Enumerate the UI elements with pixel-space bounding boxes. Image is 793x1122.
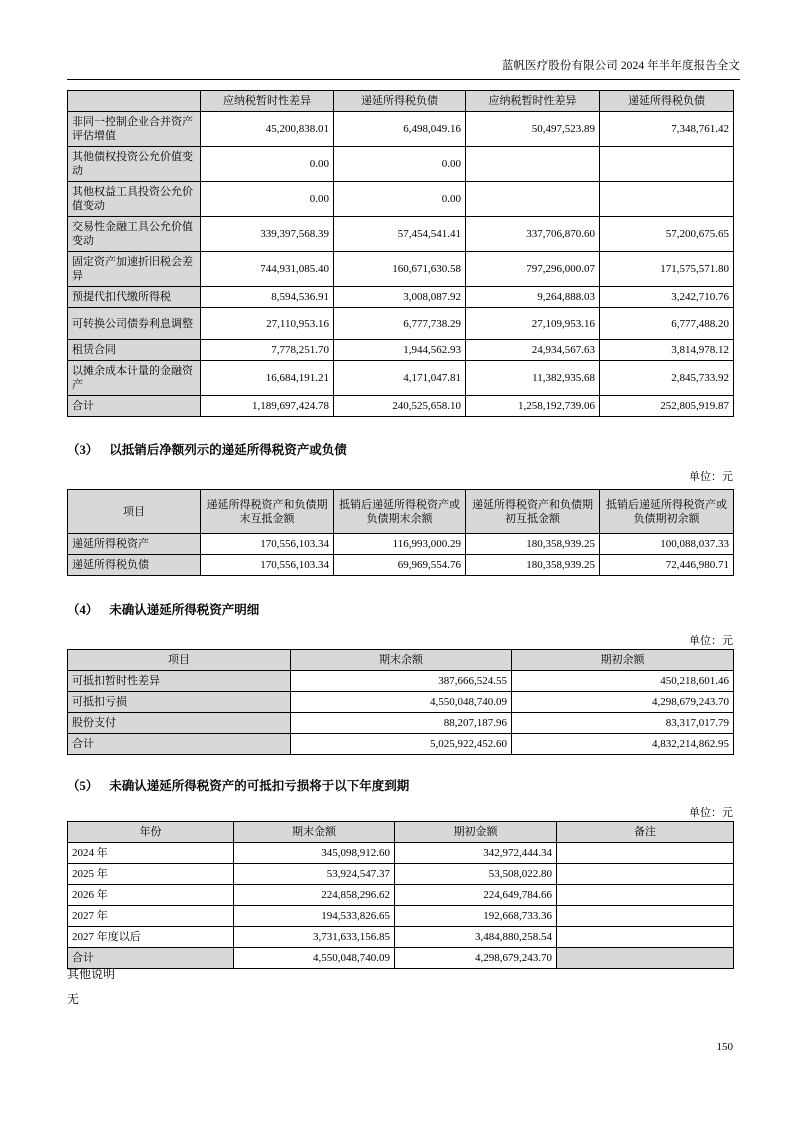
cell-value: 252,805,919.87 [600,396,734,417]
section-title: 未确认递延所得税资产的可抵扣亏损将于以下年度到期 [109,779,410,793]
cell-value: 345,098,912.60 [234,843,395,864]
column-header: 应纳税暂时性差异 [201,91,334,112]
cell-value: 27,109,953.16 [466,308,600,340]
cell-value: 5,025,922,452.60 [291,734,512,755]
table-row [68,308,734,340]
cell-value: 450,218,601.46 [512,671,734,692]
cell-value: 100,088,037.33 [600,534,734,555]
cell-value: 4,550,048,740.09 [234,948,395,969]
row-label: 其他债权投资公允价值变动 [68,147,201,182]
cell-value [557,948,734,969]
cell-value: 194,533,826.65 [234,906,395,927]
cell-value: 744,931,085.40 [201,252,334,287]
running-header: 蓝帆医疗股份有限公司 2024 年半年度报告全文 [501,60,740,72]
cell-value: 342,972,444.34 [395,843,557,864]
cell-value: 4,550,048,740.09 [291,692,512,713]
cell-value: 4,298,679,243.70 [395,948,557,969]
column-header: 年份 [68,822,234,843]
section-heading-5 [67,777,409,795]
cell-value: 0.00 [201,182,334,217]
cell-value: 45,200,838.01 [201,112,334,147]
row-label: 可转换公司债券利息调整 [68,308,201,340]
row-label: 2025 年 [68,864,234,885]
section-heading-4 [67,601,259,619]
unrecognized-deferred-tax-asset-table [67,649,734,755]
cell-value: 57,454,541.41 [334,217,466,252]
cell-value: 6,498,049.16 [334,112,466,147]
table-row [68,112,734,147]
cell-value [600,147,734,182]
column-header: 项目 [68,650,291,671]
cell-value: 3,814,978.12 [600,340,734,361]
unit-caption: 单位：元 [689,807,733,819]
table-row [68,713,734,734]
unit-caption: 单位：元 [689,471,733,483]
cell-value: 1,189,697,424.78 [201,396,334,417]
cell-value: 171,575,571.80 [600,252,734,287]
cell-value: 0.00 [201,147,334,182]
cell-value: 337,706,870.60 [466,217,600,252]
table-row [68,182,734,217]
table-row [68,340,734,361]
cell-value: 4,832,214,862.95 [512,734,734,755]
row-label: 以摊余成本计量的金融资产 [68,361,201,396]
table-row [68,534,734,555]
cell-value: 180,358,939.25 [466,555,600,576]
row-label: 其他权益工具投资公允价值变动 [68,182,201,217]
cell-value: 6,777,738.29 [334,308,466,340]
cell-value: 1,258,192,739.06 [466,396,600,417]
section-title: 以抵销后净额列示的递延所得税资产或负债 [109,443,347,457]
cell-value: 160,671,630.58 [334,252,466,287]
cell-value: 3,484,880,258.54 [395,927,557,948]
cell-value: 339,397,568.39 [201,217,334,252]
cell-value [557,906,734,927]
column-header: 递延所得税负债 [600,91,734,112]
cell-value: 224,649,784.66 [395,885,557,906]
cell-value: 57,200,675.65 [600,217,734,252]
table-row [68,885,734,906]
cell-value: 16,684,191.21 [201,361,334,396]
column-header: 期初金额 [395,822,557,843]
section-number: （5） [67,779,99,793]
cell-value: 24,934,567.63 [466,340,600,361]
table-row [68,927,734,948]
column-header: 期末余额 [291,650,512,671]
deferred-tax-liability-table [67,90,734,417]
cell-value: 797,296,000.07 [466,252,600,287]
row-label: 2026 年 [68,885,234,906]
loss-expiry-schedule-table [67,821,734,969]
column-header [68,91,201,112]
table-row [68,864,734,885]
cell-value: 4,298,679,243.70 [512,692,734,713]
cell-value: 69,969,554.76 [334,555,466,576]
row-label: 合计 [68,948,234,969]
cell-value: 387,666,524.55 [291,671,512,692]
table-row [68,692,734,713]
cell-value: 2,845,733.92 [600,361,734,396]
row-label: 合计 [68,396,201,417]
table-header-row [68,822,734,843]
column-header: 递延所得税资产和负债期末互抵金额 [201,490,334,534]
cell-value: 180,358,939.25 [466,534,600,555]
row-label: 固定资产加速折旧税会差异 [68,252,201,287]
row-label: 2027 年度以后 [68,927,234,948]
table-header-row [68,91,734,112]
cell-value [466,147,600,182]
cell-value: 240,525,658.10 [334,396,466,417]
page-number: 150 [716,1041,733,1053]
column-header: 抵销后递延所得税资产或负债期末余额 [334,490,466,534]
row-label: 非同一控制企业合并资产评估增值 [68,112,201,147]
column-header: 备注 [557,822,734,843]
table-header-row [68,650,734,671]
cell-value [557,885,734,906]
cell-value [557,843,734,864]
row-label: 预提代扣代缴所得税 [68,287,201,308]
cell-value: 4,171,047.81 [334,361,466,396]
table-row [68,252,734,287]
cell-value: 0.00 [334,147,466,182]
cell-value [466,182,600,217]
row-label: 2027 年 [68,906,234,927]
cell-value: 170,556,103.34 [201,534,334,555]
table-row [68,671,734,692]
cell-value: 170,556,103.34 [201,555,334,576]
cell-value [557,927,734,948]
section-number: （3） [67,443,99,457]
row-label: 递延所得税资产 [68,534,201,555]
cell-value [600,182,734,217]
row-label: 股份支付 [68,713,291,734]
table-row [68,906,734,927]
cell-value: 53,924,547.37 [234,864,395,885]
column-header: 应纳税暂时性差异 [466,91,600,112]
offset-deferred-tax-table [67,489,734,576]
table-total-row [68,948,734,969]
cell-value: 8,594,536.91 [201,287,334,308]
row-label: 合计 [68,734,291,755]
cell-value: 50,497,523.89 [466,112,600,147]
table-total-row [68,734,734,755]
cell-value: 3,008,087.92 [334,287,466,308]
cell-value: 3,242,710.76 [600,287,734,308]
column-header: 项目 [68,490,201,534]
cell-value: 53,508,022.80 [395,864,557,885]
cell-value: 116,993,000.29 [334,534,466,555]
cell-value: 7,348,761.42 [600,112,734,147]
table-row [68,555,734,576]
table-total-row [68,396,734,417]
row-label: 可抵扣暂时性差异 [68,671,291,692]
column-header: 期末金额 [234,822,395,843]
cell-value: 72,446,980.71 [600,555,734,576]
row-label: 递延所得税负债 [68,555,201,576]
cell-value: 0.00 [334,182,466,217]
other-notes-body: 无 [67,992,80,1006]
row-label: 租赁合同 [68,340,201,361]
unit-caption: 单位：元 [689,635,733,647]
cell-value: 192,668,733.36 [395,906,557,927]
cell-value: 11,382,935.68 [466,361,600,396]
cell-value: 27,110,953.16 [201,308,334,340]
cell-value: 7,778,251.70 [201,340,334,361]
table-row [68,843,734,864]
cell-value: 83,317,017.79 [512,713,734,734]
cell-value: 1,944,562.93 [334,340,466,361]
table-row [68,147,734,182]
row-label: 2024 年 [68,843,234,864]
other-notes-title: 其他说明 [67,967,116,981]
header-rule [67,79,740,80]
table-row [68,217,734,252]
cell-value: 9,264,888.03 [466,287,600,308]
column-header: 抵销后递延所得税资产或负债期初余额 [600,490,734,534]
section-heading-3 [67,441,347,459]
cell-value: 88,207,187.96 [291,713,512,734]
section-title: 未确认递延所得税资产明细 [109,603,260,617]
cell-value: 6,777,488.20 [600,308,734,340]
cell-value [557,864,734,885]
cell-value: 224,858,296.62 [234,885,395,906]
table-row [68,287,734,308]
row-label: 可抵扣亏损 [68,692,291,713]
column-header: 递延所得税资产和负债期初互抵金额 [466,490,600,534]
section-number: （4） [67,603,99,617]
column-header: 递延所得税负债 [334,91,466,112]
row-label: 交易性金融工具公允价值变动 [68,217,201,252]
column-header: 期初余额 [512,650,734,671]
cell-value: 3,731,633,156.85 [234,927,395,948]
table-row [68,361,734,396]
table-header-row [68,490,734,534]
